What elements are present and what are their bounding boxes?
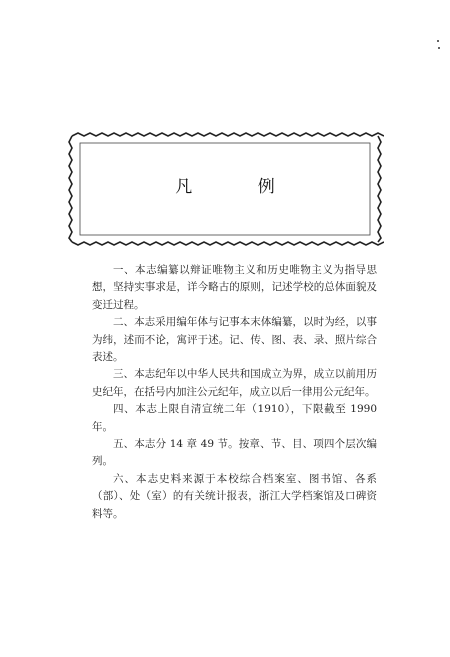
paragraph-1: 一、本志编纂以辩证唯物主义和历史唯物主义为指导思想，坚持实事求是，详今略古的原则，记述学校的总体面貌及变迁过程。 bbox=[92, 264, 377, 311]
paragraph-6: 六、本志史料来源于本校综合档案室、图书馆、各系（部）、处（室）的有关统计报表，浙江大学档案馆及口碑资料等。 bbox=[92, 472, 377, 520]
rules-body bbox=[92, 262, 377, 523]
paragraph-2: 二、本志采用编年体与记事本末体编纂，以时为经，以事为纬，述而不论，寓评于述。记、传、图、表、录、照片综合表述。 bbox=[92, 316, 377, 364]
paragraph-5: 五、本志分 14 章 49 节。按章、节、目、项四个层次编列。 bbox=[92, 438, 377, 468]
page-title: 凡 例 bbox=[175, 177, 305, 197]
scan-speck bbox=[438, 47, 440, 49]
scan-speck bbox=[437, 40, 439, 42]
paragraph-4: 四、本志上限自清宣统二年（1910），下限截至 1990 年。 bbox=[92, 403, 377, 433]
paragraph-3: 三、本志纪年以中华人民共和国成立为界，成立以前用历史纪年，在括号内加注公元纪年，成立以后一律用公元纪年。 bbox=[92, 368, 377, 398]
